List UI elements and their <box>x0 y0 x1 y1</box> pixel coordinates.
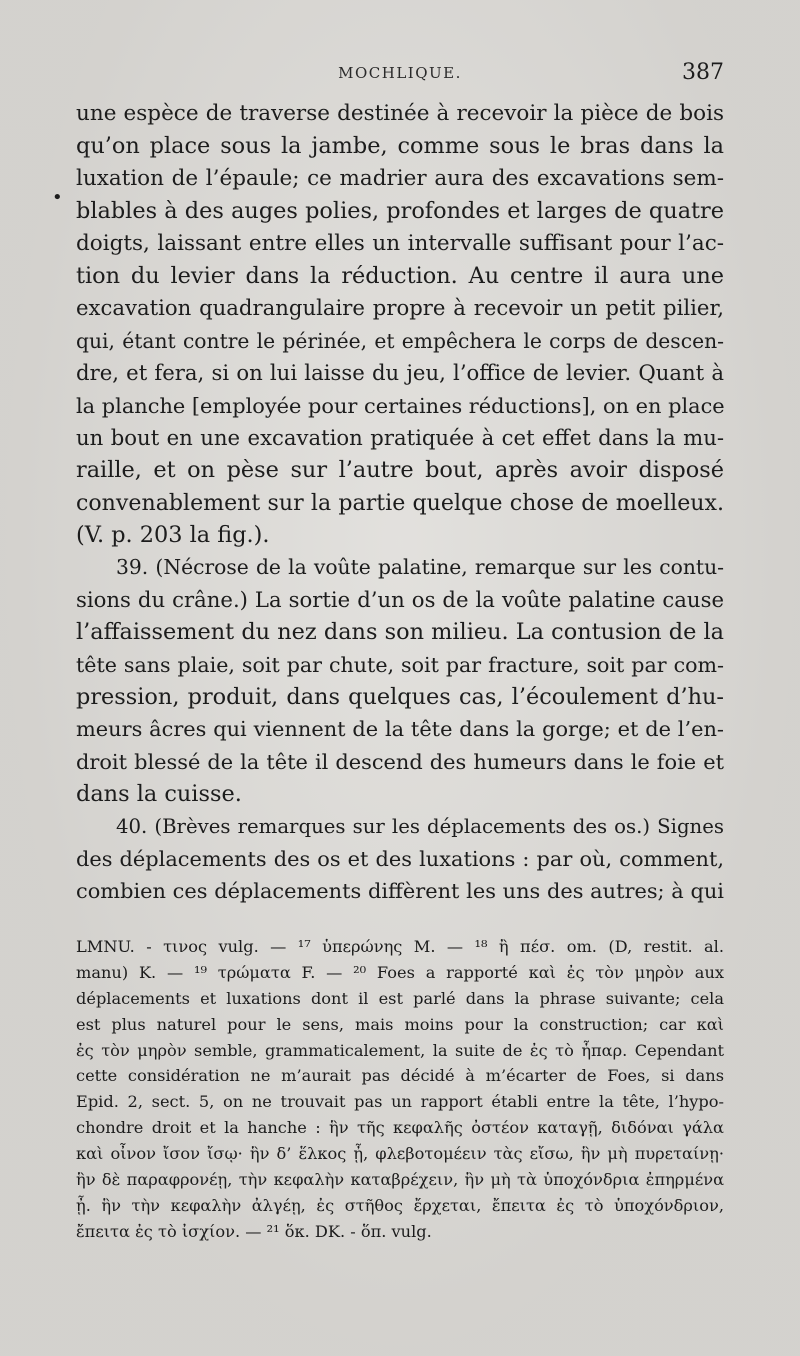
text-line: des déplacements des os et des luxations : par où, comment, <box>76 846 724 871</box>
text-line: tête sans plaie, soit par chute, soit par fracture, soit par com- <box>76 652 724 677</box>
text-line: tion du levier dans la réduction. Au centre il aura une <box>76 262 724 289</box>
footnote-line: καὶ οἶνον ἴσον ἴσῳ· ἣν δ’ ἕλκος ᾖ, φλεβοτομέειν τὰς εἴσω, ἣν μὴ πυρεταίνῃ· <box>76 1144 724 1164</box>
footnote-line: chondre droit et la hanche : ἣν τῆς κεφαλῆς ὀστέον καταγῇ, διδόναι γάλα <box>76 1118 724 1138</box>
footnote-line: est plus naturel pour le sens, mais moins pour la construction; car καὶ <box>76 1014 724 1034</box>
text-line: l’affaissement du nez dans son milieu. La contusion de la <box>76 619 724 646</box>
text-line: excavation quadrangulaire propre à recevoir un petit pilier, <box>76 295 724 321</box>
text-line: pression, produit, dans quelques cas, l’écoulement d’hu- <box>76 684 724 711</box>
footnote-line: cette considération ne m’aurait pas décidé à m’écarter de Foes, si dans <box>76 1066 724 1086</box>
text-line: combien ces déplacements diffèrent les uns des autres; à qui <box>76 879 724 904</box>
main-text <box>76 98 724 908</box>
text-line: la planche [employée pour certaines réductions], on en place <box>76 393 725 418</box>
text-line: dre, et fera, si on lui laisse du jeu, l’office de levier. Quant à <box>76 360 724 386</box>
footnote-line: ἔπειτα ἐς τὸ ἰσχίον. — ²¹ ὅκ. DK. - ὅπ. vulg. <box>76 1221 432 1241</box>
text-line: sions du crâne.) La sortie d’un os de la voûte palatine cause <box>76 586 724 612</box>
page-number: 387 <box>682 60 724 85</box>
section-heading-line: 39. (Nécrose de la voûte palatine, remarque sur les contu- <box>116 555 724 580</box>
text-line: un bout en une excavation pratiquée à cet effet dans la mu- <box>76 424 724 450</box>
text-line: blables à des auges polies, profondes et larges de quatre <box>76 198 724 225</box>
text-line: qu’on place sous la jambe, comme sous le bras dans la <box>76 133 724 160</box>
text-line: doigts, laissant entre elles un intervalle suffisant pour l’ac- <box>76 230 724 256</box>
footnote-line: déplacements et luxations dont il est parlé dans la phrase suivante; cela <box>76 988 724 1008</box>
running-head <box>76 60 724 88</box>
text-line: luxation de l’épaule; ce madrier aura des excavations sem- <box>76 165 724 191</box>
margin-mark: • <box>52 187 63 208</box>
footnote-line: manu) K. — ¹⁹ τρώματα F. — ²⁰ Foes a rapporté καὶ ἐς τὸν μηρὸν aux <box>76 962 724 982</box>
footnote-line: Epid. 2, sect. 5, on ne trouvait pas un rapport établi entre la tête, l’hypo- <box>76 1092 724 1112</box>
text-line: qui, étant contre le périnée, et empêchera le corps de descen- <box>76 328 724 353</box>
text-line: convenablement sur la partie quelque chose de moelleux. <box>76 489 724 516</box>
text-line: (V. p. 203 la fig.). <box>76 522 270 549</box>
text-line: meurs âcres qui viennent de la tête dans la gorge; et de l’en- <box>76 717 724 742</box>
text-line: une espèce de traverse destinée à recevoir la pièce de bois <box>76 101 724 126</box>
footnote-line: ἣν δὲ παραφρονέῃ, τὴν κεφαλὴν καταβρέχειν, ἣν μὴ τὰ ὑποχόνδρια ἐπηρμένα <box>76 1170 724 1190</box>
running-head-title: MOCHLIQUE. <box>338 64 462 82</box>
text-line: dans la cuisse. <box>76 781 242 808</box>
footnotes <box>76 934 724 1245</box>
section-heading-line: 40. (Brèves remarques sur les déplacements des os.) Signes <box>116 814 724 838</box>
footnote-line: ᾖ. ἣν τὴν κεφαλὴν ἀλγέῃ, ἐς στῆθος ἔρχεται, ἔπειτα ἐς τὸ ὑποχόνδριον, <box>76 1195 724 1215</box>
footnote-line: ἐς τὸν μηρὸν semble, grammaticalement, la suite de ἐς τὸ ἧπαρ. Cependant <box>76 1040 724 1060</box>
text-line: raille, et on pèse sur l’autre bout, après avoir disposé <box>76 457 724 484</box>
footnote-line: LMNU. - τινος vulg. — ¹⁷ ὑπερώνης M. — ¹⁸ ἢ πέσ. om. (D, restit. al. <box>76 937 724 956</box>
text-line: droit blessé de la tête il descend des humeurs dans le foie et <box>76 749 724 774</box>
